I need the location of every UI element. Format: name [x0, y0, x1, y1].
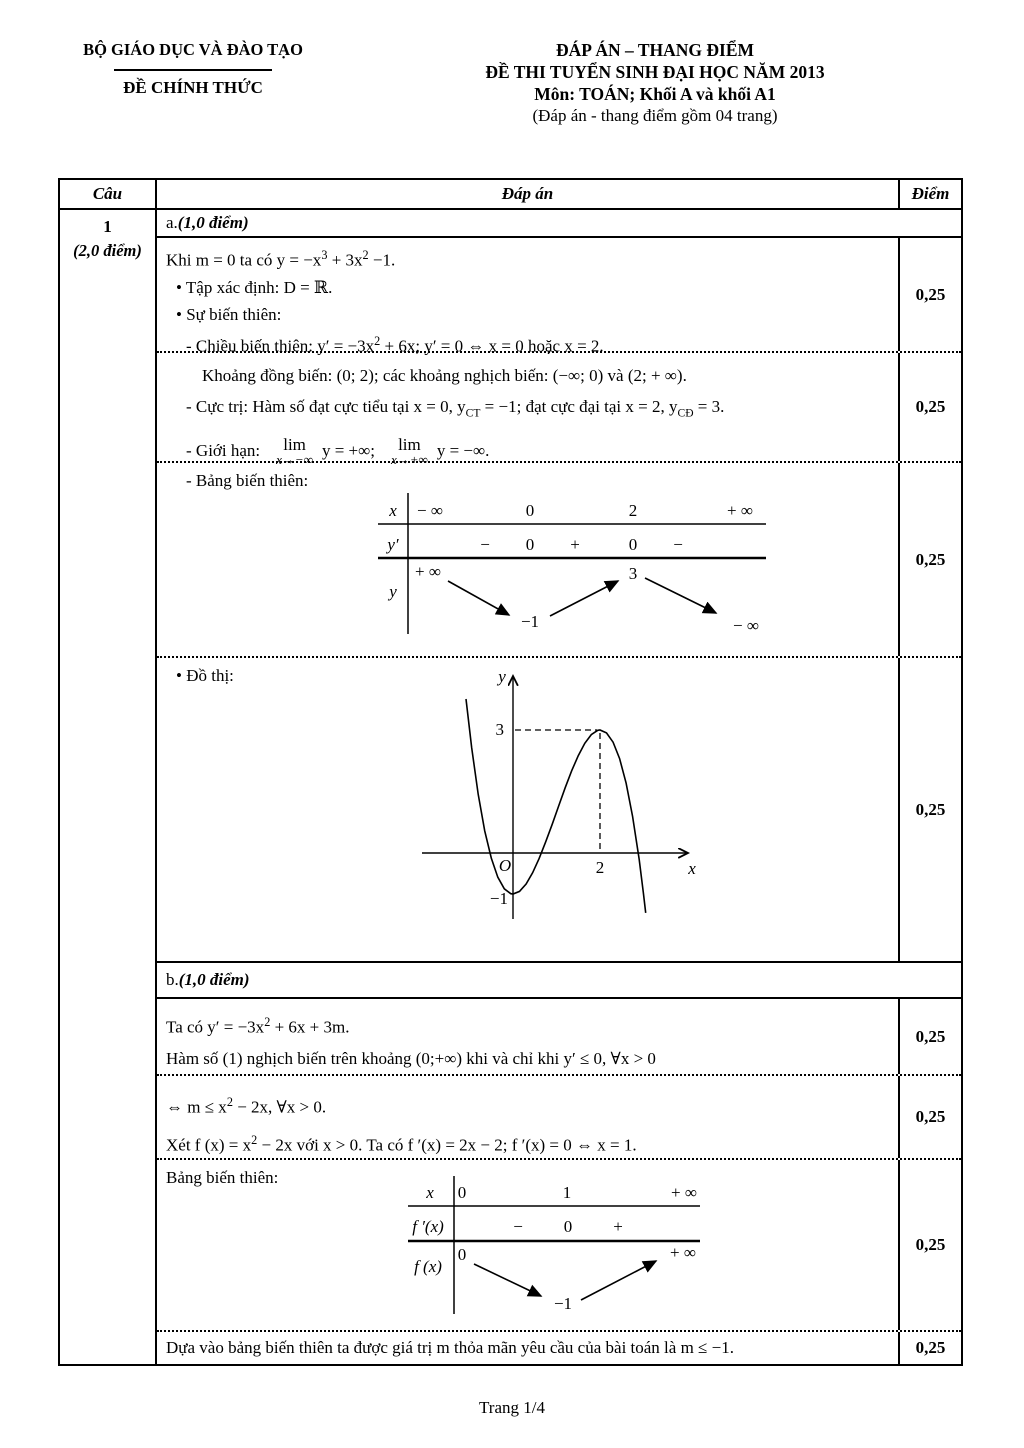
- score-cell: 0,25: [915, 799, 946, 819]
- monotony-arrow-down: [645, 578, 716, 613]
- answer-row-8: [157, 1332, 961, 1364]
- answer-row-5: [157, 999, 961, 1076]
- limit-prefix: - Giới hạn:: [186, 441, 261, 461]
- text-line: - Bảng biến thiên:: [186, 471, 309, 490]
- header-right: [430, 39, 880, 127]
- bbt-f-value: 0: [457, 1245, 467, 1264]
- bbt-sign: +: [613, 1217, 623, 1236]
- table-body: [60, 210, 961, 1364]
- bbt-x-value: 0: [525, 501, 535, 520]
- graph-y-tick: 3: [495, 720, 504, 739]
- text-line: • Sự biến thiên:: [176, 304, 282, 324]
- bbt-sign: 0: [563, 1217, 573, 1236]
- score-cell: 0,25: [915, 1107, 946, 1126]
- table-header-row: [60, 180, 961, 210]
- text-line: Ta có $y' = -3x^2 + 6x + 3m$.: [166, 1015, 350, 1037]
- variation-table-2: [400, 1176, 705, 1323]
- bbt-sign: −: [480, 535, 490, 554]
- header-divider: [114, 69, 272, 71]
- score-cell: 0,25: [915, 549, 946, 569]
- bbt-yprime-label: y′: [387, 535, 399, 554]
- limit-operator: lim x→+∞: [391, 434, 428, 468]
- bbt-x-value: + ∞: [727, 501, 753, 520]
- answer-row-1-content: [157, 238, 900, 356]
- variation-table-1-svg: [378, 491, 768, 636]
- bbt-x-label: x: [389, 501, 397, 520]
- function-graph-svg: [420, 666, 710, 924]
- bbt-y-label: y: [389, 582, 397, 601]
- col-header-score: Điểm: [898, 180, 961, 208]
- part-a-band: [157, 210, 961, 238]
- score-cell: 0,25: [915, 1235, 946, 1254]
- part-a-prefix: a.: [166, 213, 178, 232]
- text-line: Xét f $(x) = x^2 - 2x$ với x > 0. Ta có f ′(x) = 2x − 2; f ′(x) = 0 ⇔ x = 1.: [166, 1132, 637, 1155]
- part-b-band: [157, 963, 961, 999]
- answer-table: [58, 178, 963, 1366]
- score-cell: 0,25: [915, 1338, 946, 1357]
- limit-expression: y = −∞.: [436, 441, 490, 461]
- page-footer: Trang 1/4: [479, 1398, 545, 1417]
- text-line: Hàm số (1) nghịch biến trên khoảng (0;+∞) khi và chỉ khi y′ ≤ 0, ∀x > 0: [166, 1048, 656, 1068]
- cubic-curve: [466, 699, 646, 913]
- part-b-prefix: b.: [166, 970, 179, 989]
- bbt-x-value: 0: [457, 1183, 467, 1202]
- bbt-x-value: 2: [628, 501, 638, 520]
- bbt-f-value: + ∞: [670, 1243, 696, 1262]
- bbt-sign: +: [570, 535, 580, 554]
- bbt-sign: −: [513, 1217, 523, 1236]
- limit-operator: lim x→−∞: [276, 434, 313, 468]
- score-cell: 0,25: [915, 284, 946, 304]
- part-a-points: (1,0 điểm): [177, 213, 249, 232]
- ministry-name: BỘ GIÁO DỤC VÀ ĐÀO TẠO: [83, 40, 303, 59]
- graph-x-tick: 2: [595, 858, 605, 877]
- answer-row-2: [157, 353, 961, 468]
- text-line: - Chiều biến thiên: $y' = -3x^2 + 6x$; y′ = 0 ⇔ x = 0 hoặc x = 2.: [186, 333, 604, 356]
- answer-row-3-content: [157, 463, 900, 656]
- graph-min-label: −1: [489, 889, 508, 908]
- text-line: • Tập xác định: D = ℝ.: [176, 277, 333, 297]
- variation-table-2-svg: [400, 1176, 705, 1318]
- doc-title: ĐÁP ÁN – THANG ĐIỂM: [555, 40, 755, 60]
- monotony-arrow-down: [474, 1264, 541, 1296]
- monotony-arrow-up: [550, 581, 618, 616]
- text-line: • Đồ thị:: [176, 666, 234, 685]
- bbt-sign: 0: [525, 535, 535, 554]
- bbt-f-value: −1: [553, 1294, 573, 1313]
- bbt-y-value: − ∞: [733, 616, 759, 635]
- bbt-f-label: f (x): [414, 1257, 442, 1276]
- text-line: Bảng biến thiên:: [166, 1168, 279, 1187]
- bbt-y-value: −1: [520, 612, 540, 631]
- col-header-answer: Đáp án: [501, 184, 554, 203]
- question-points: (2,0 điểm): [73, 241, 142, 260]
- score-cell: 0,25: [915, 397, 946, 416]
- function-graph: [420, 666, 710, 929]
- answer-row-7: [157, 1160, 961, 1332]
- score-cell: 0,25: [915, 1026, 946, 1046]
- bbt-y-value: + ∞: [415, 562, 441, 581]
- text-line: Khoảng đồng biến: (0; 2); các khoảng nghịch biến: (−∞; 0) và (2; + ∞).: [202, 366, 687, 385]
- answer-column: [157, 210, 961, 1364]
- answer-row-2-content: [157, 353, 900, 468]
- bbt-x-value: − ∞: [417, 501, 443, 520]
- text-line: ⇔ $m \le x^2 - 2x$, ∀x > 0.: [166, 1095, 327, 1117]
- answer-row-1: [157, 238, 961, 356]
- header-left: [60, 40, 326, 98]
- text-line: Khi m = 0 ta có $y = -x^3 + 3x^2 -1$.: [166, 248, 396, 270]
- text-line: - Cực trị: Hàm số đạt cực tiểu tại x = 0, $y_{CT} = -1$; đạt cực đại tại x = 2, $y_{CĐ} = 3$.: [186, 397, 725, 420]
- question-cell: [60, 210, 157, 1364]
- exam-title: ĐỀ THI TUYỂN SINH ĐẠI HỌC NĂM 2013: [485, 62, 825, 82]
- answer-row-5-content: [157, 999, 900, 1074]
- text-line: Dựa vào bảng biến thiên ta được giá trị m thỏa mãn yêu cầu của bài toán là m ≤ −1.: [166, 1338, 734, 1357]
- answer-row-8-content: [157, 1332, 900, 1364]
- official-exam-label: ĐỀ CHÍNH THỨC: [123, 78, 263, 97]
- bbt-fprime-label: f ′(x): [412, 1217, 444, 1236]
- limit-expression: y = +∞;: [321, 441, 375, 461]
- pages-note: (Đáp án - thang điểm gồm 04 trang): [532, 106, 778, 125]
- bbt-sign: −: [673, 535, 683, 554]
- bbt-y-value: 3: [628, 564, 638, 583]
- answer-row-3: [157, 463, 961, 658]
- bbt-sign: 0: [628, 535, 638, 554]
- subject-title: Môn: TOÁN; Khối A và khối A1: [534, 84, 776, 104]
- monotony-arrow-down: [448, 581, 509, 615]
- bbt-x-value: + ∞: [671, 1183, 697, 1202]
- monotony-arrow-up: [581, 1261, 656, 1300]
- part-b-points: (1,0 điểm): [178, 970, 250, 989]
- answer-row-6-content: [157, 1076, 900, 1158]
- bbt-x-value: 1: [562, 1183, 572, 1202]
- graph-x-axis-label: x: [688, 859, 696, 878]
- question-number: 1: [103, 217, 112, 236]
- variation-table-1: [378, 491, 768, 641]
- graph-y-axis-label: y: [498, 667, 506, 686]
- graph-origin-label: O: [498, 856, 512, 875]
- bbt-x-label: x: [426, 1183, 434, 1202]
- answer-row-4: [157, 658, 961, 963]
- answer-row-4-content: [157, 658, 900, 961]
- col-header-question: Câu: [60, 180, 157, 208]
- answer-row-7-content: [157, 1160, 900, 1330]
- answer-row-6: [157, 1076, 961, 1160]
